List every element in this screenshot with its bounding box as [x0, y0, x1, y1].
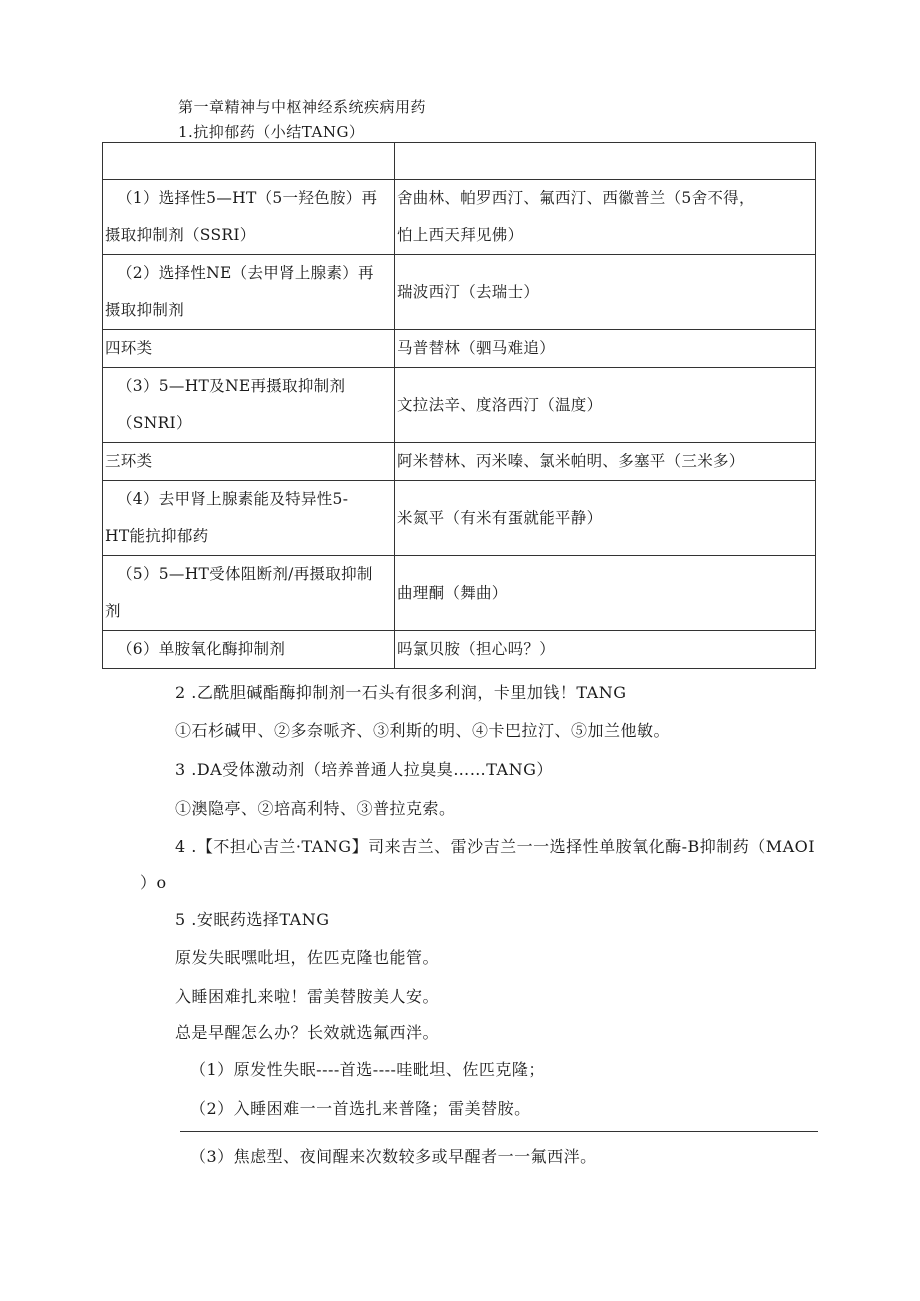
ache-inhibitor-list: ①石杉碱甲、②多奈哌齐、③利斯的明、④卡巴拉汀、⑤加兰他敏。 — [175, 721, 671, 740]
section-maob-line1: 4 .【不担心吉兰·TANG】司来吉兰、雷沙吉兰一一选择性单胺氧化酶-B抑制药（MAOI — [175, 837, 816, 856]
table-header-cell — [395, 143, 816, 180]
horizontal-divider — [180, 1131, 818, 1132]
drug-cell: 马普替林（驷马难追） — [395, 330, 816, 368]
hypnotic-item: （2）入睡困难一一首选扎来普隆；雷美替胺。 — [190, 1099, 531, 1118]
drug-cell: 曲理酮（舞曲） — [395, 556, 816, 631]
section-title-ache-inhibitors: 2 .乙酰胆碱酯酶抑制剂一石头有很多利润，卡里加钱！TANG — [175, 683, 627, 702]
antidepressant-table — [102, 142, 816, 669]
category-cell: （1）选择性5—HT（5一羟色胺）再 摄取抑制剂（SSRI） — [103, 180, 395, 255]
drug-cell: 阿米替林、丙米嗪、氯米帕明、多塞平（三米多） — [395, 443, 816, 481]
category-cell: 三环类 — [103, 443, 395, 481]
section-title-da-agonists: 3 .DA受体激动剂（培养普通人拉臭臭……TANG） — [175, 760, 553, 779]
drug-cell: 文拉法辛、度洛西汀（温度） — [395, 368, 816, 443]
drug-cell: 瑞波西汀（去瑞士） — [395, 255, 816, 330]
category-cell: （5）5—HT受体阻断剂/再摄取抑制 剂 — [103, 556, 395, 631]
table-row — [103, 481, 816, 556]
section-title-hypnotics: 5 .安眠药选择TANG — [175, 910, 330, 929]
table-header-cell — [103, 143, 395, 180]
table-row — [103, 443, 816, 481]
category-cell: 四环类 — [103, 330, 395, 368]
hypnotic-verse-line: 总是早醒怎么办？长效就选氟西泮。 — [175, 1023, 440, 1042]
category-cell: （6）单胺氧化酶抑制剂 — [103, 631, 395, 669]
category-cell: （3）5—HT及NE再摄取抑制剂 （SNRI） — [103, 368, 395, 443]
table-row — [103, 368, 816, 443]
table-row — [103, 631, 816, 669]
hypnotic-item: （3）焦虑型、夜间醒来次数较多或早醒者一一氟西泮。 — [190, 1147, 597, 1166]
drug-cell: 吗氯贝胺（担心吗？） — [395, 631, 816, 669]
drug-cell: 米氮平（有米有蛋就能平静） — [395, 481, 816, 556]
section-maob-line2: ）o — [140, 873, 167, 892]
table-row — [103, 180, 816, 255]
da-agonist-list: ①澳隐亭、②培高利特、③普拉克索。 — [175, 799, 456, 818]
category-cell: （4）去甲肾上腺素能及特异性5- HT能抗抑郁药 — [103, 481, 395, 556]
section-title-antidepressants: 1.抗抑郁药（小结TANG） — [178, 123, 365, 141]
table-row — [103, 556, 816, 631]
hypnotic-verse-line: 原发失眠嘿吡坦，佐匹克隆也能管。 — [175, 948, 440, 967]
table-row — [103, 330, 816, 368]
hypnotic-item: （1）原发性失眠----首选----哇毗坦、佐匹克隆； — [190, 1060, 545, 1079]
hypnotic-verse-line: 入睡困难扎来啦！雷美替胺美人安。 — [175, 987, 440, 1006]
category-cell: （2）选择性NE（去甲肾上腺素）再 摄取抑制剂 — [103, 255, 395, 330]
table-row — [103, 255, 816, 330]
table-header-row — [103, 143, 816, 180]
chapter-title: 第一章精神与中枢神经系统疾病用药 — [178, 98, 427, 116]
drug-cell: 舍曲林、帕罗西汀、氟西汀、西徽普兰（5舍不得， 怕上西天拜见佛） — [395, 180, 816, 255]
